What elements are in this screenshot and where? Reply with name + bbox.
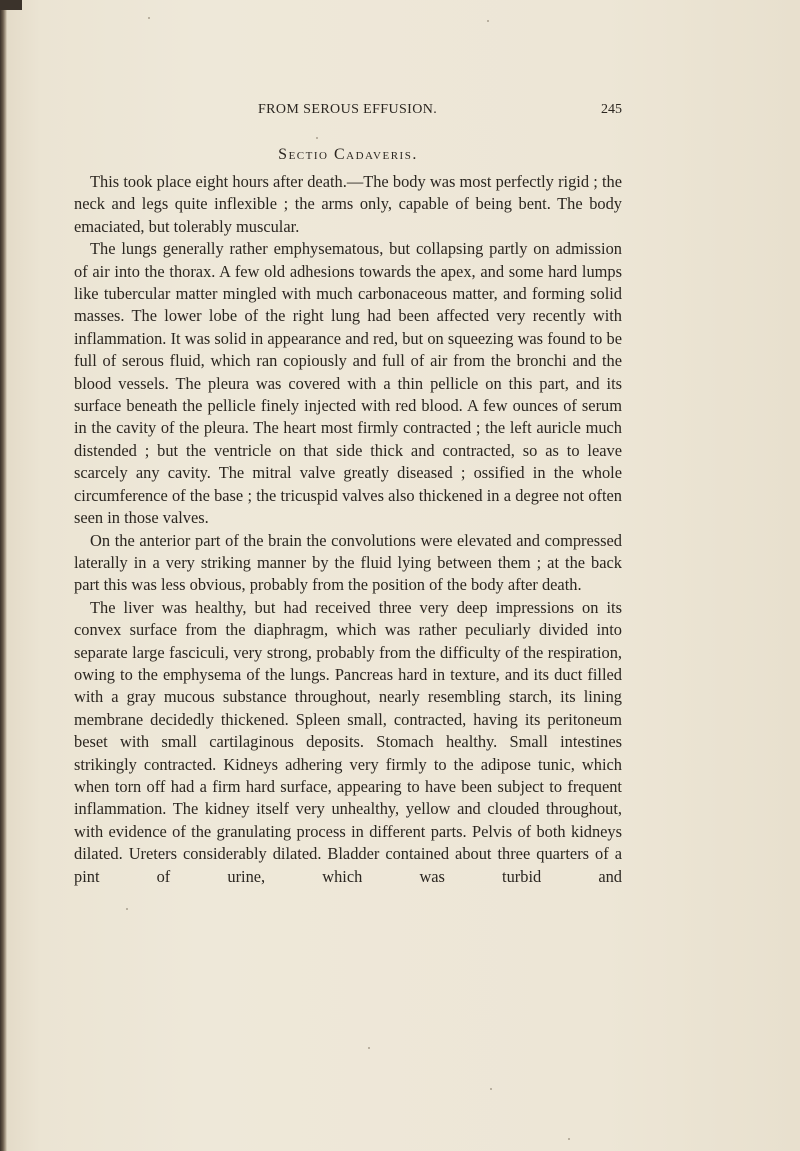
paper-speck: [316, 137, 318, 139]
paragraph-brain: On the anterior part of the brain the convolutions were elevated and compressed laterally in a very striking manner by the fluid lying between them ; at the back part this was less obvious, probably from the position of the body after death.: [74, 530, 622, 595]
running-title: FROM SEROUS EFFUSION.: [258, 102, 438, 117]
paper-speck: [487, 20, 489, 22]
paper-speck: [568, 1138, 570, 1140]
paper-speck: [490, 1088, 492, 1090]
body-text: [74, 171, 622, 888]
page-number: 245: [601, 102, 622, 117]
paper-speck: [148, 17, 150, 19]
paragraph-timing: This took place eight hours after death.—The body was most perfectly rigid ; the neck and legs quite inflexible ; the arms only, capable of being bent. The body emaciated, but tolerably muscular.: [74, 172, 622, 236]
paragraph-abdomen: The liver was healthy, but had received three very deep impressions on its convex surface from the diaphragm, which was rather peculiarly divided into separate large fasciculi, very strong, probably from the difficulty of the respiration, owing to the emphysema of the lungs. Pancreas hard in texture, and its duct filled with a gray mucous substance throughout, nearly resembling starch, its lining membrane decidedly thickened. Spleen small, contracted, having its peritoneum beset with small cartilaginous deposits. Stomach healthy. Small intestines strikingly contracted. Kidneys adhering very firmly to the adipose tunic, which when torn off had a firm hard surface, appearing to have been subject to frequent inflammation. The kidney itself very unhealthy, yellow and clouded throughout, with evidence of the granulating process in different parts. Pelvis of both kidneys dilated. Ureters considerably dilated. Bladder contained about three quarters of a pint of urine, which was turbid and: [74, 597, 622, 886]
paragraph-lungs-heart: The lungs generally rather emphysematous, but collapsing partly on admission of air into the thorax. A few old adhesions towards the apex, and some hard lumps like tubercular matter mingled with much carbonaceous matter, and forming solid masses. The lower lobe of the right lung had been affected very recently with inflammation. It was solid in appearance and red, but on squeezing was found to be full of serous fluid, which ran copiously and full of air from the bronchi and the blood vessels. The pleura was covered with a thin pellicle on this part, and its surface beneath the pellicle finely injected with red blood. A few ounces of serum in the cavity of the pleura. The heart most firmly contracted ; the left auricle much distended ; but the ventricle on that side thick and contracted, so as to leave scarcely any cavity. The mitral valve greatly diseased ; ossified in the whole circumference of the base ; the tricuspid valves also thickened in a degree not often seen in those valves.: [74, 239, 622, 528]
binding-corner: [0, 0, 22, 10]
paper-speck: [126, 908, 128, 910]
paper-speck: [368, 1047, 370, 1049]
binding-edge: [0, 0, 7, 1151]
section-heading: Sectio Cadaveris.: [278, 146, 418, 163]
page-header: [74, 102, 622, 122]
